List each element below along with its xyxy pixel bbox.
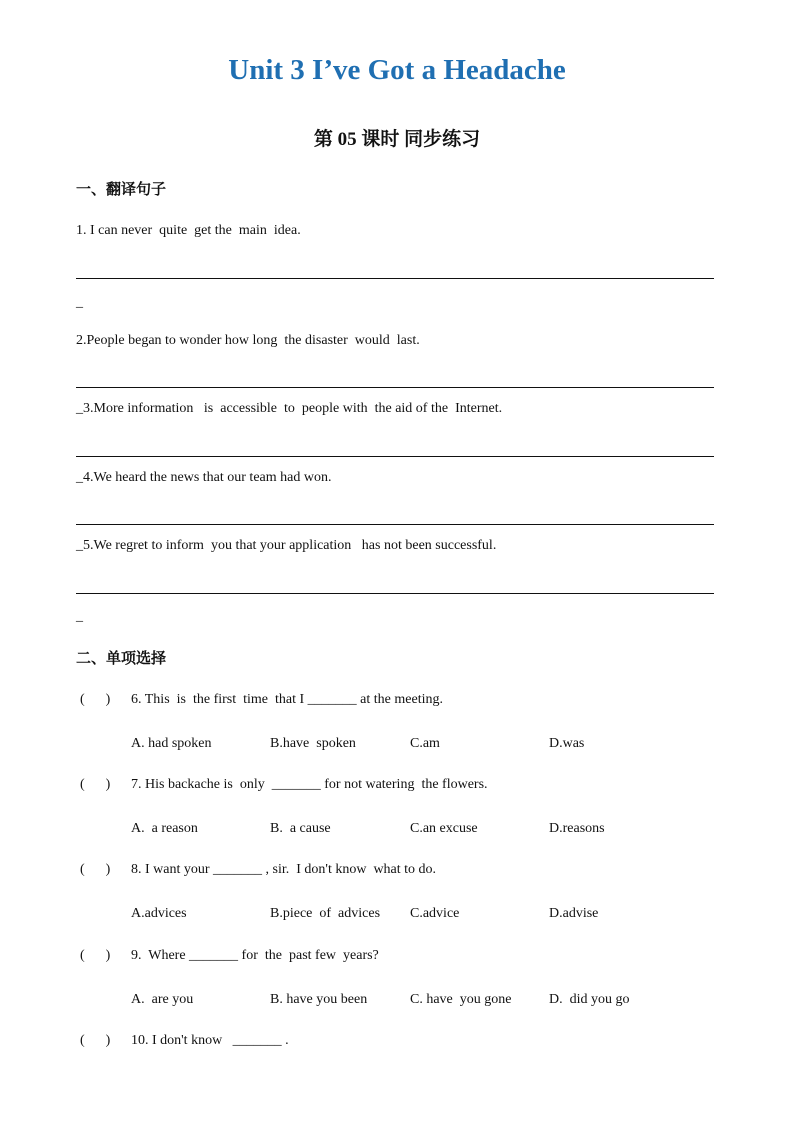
line-stub: _: [76, 295, 83, 310]
lesson-subtitle: 第 05 课时 同步练习: [313, 129, 481, 150]
answer-bracket[interactable]: ( ): [80, 777, 111, 792]
question-stem: 10. I don't know _______ .: [131, 1033, 289, 1048]
option-b[interactable]: B.piece of advices: [270, 906, 381, 921]
option-c[interactable]: C. have you gone: [410, 992, 512, 1007]
option-a[interactable]: A.advices: [131, 906, 187, 921]
option-d[interactable]: D.reasons: [549, 821, 605, 836]
section-heading-translate: 一、翻译句子: [76, 182, 167, 198]
answer-line-2[interactable]: [76, 387, 714, 388]
option-c[interactable]: C.an excuse: [410, 821, 478, 836]
option-a[interactable]: A. are you: [131, 992, 194, 1007]
answer-bracket[interactable]: ( ): [80, 862, 111, 877]
question-stem: 7. His backache is only _______ for not watering the flowers.: [131, 777, 488, 792]
option-a[interactable]: A. a reason: [131, 821, 198, 836]
translate-item-2: 2.People began to wonder how long the disaster would last.: [76, 333, 420, 348]
question-stem: 9. Where _______ for the past few years?: [131, 948, 379, 963]
section-heading-choice: 二、单项选择: [76, 651, 167, 667]
option-d[interactable]: D.advise: [549, 906, 599, 921]
answer-bracket[interactable]: ( ): [80, 948, 111, 963]
option-b[interactable]: B. have you been: [270, 992, 368, 1007]
answer-line-5[interactable]: [76, 593, 714, 594]
translate-item-5: _5.We regret to inform you that your application has not been successful.: [76, 538, 497, 553]
option-b[interactable]: B.have spoken: [270, 736, 356, 751]
answer-line-1[interactable]: [76, 278, 714, 279]
option-b[interactable]: B. a cause: [270, 821, 331, 836]
option-a[interactable]: A. had spoken: [131, 736, 212, 751]
answer-bracket[interactable]: ( ): [80, 1033, 111, 1048]
translate-item-4: _4.We heard the news that our team had won.: [76, 470, 332, 485]
translate-item-1: 1. I can never quite get the main idea.: [76, 223, 301, 238]
option-c[interactable]: C.advice: [410, 906, 460, 921]
question-stem: 8. I want your _______ , sir. I don't know what to do.: [131, 862, 437, 877]
answer-line-3[interactable]: [76, 456, 714, 457]
question-stem: 6. This is the first time that I _______ at the meeting.: [131, 692, 443, 707]
option-c[interactable]: C.am: [410, 736, 440, 751]
answer-bracket[interactable]: ( ): [80, 692, 111, 707]
answer-line-4[interactable]: [76, 524, 714, 525]
option-d[interactable]: D.was: [549, 736, 585, 751]
line-stub: _: [76, 609, 83, 624]
translate-item-3: _3.More information is accessible to people with the aid of the Internet.: [76, 401, 503, 416]
option-d[interactable]: D. did you go: [549, 992, 630, 1007]
page-title: Unit 3 I’ve Got a Headache: [228, 54, 566, 86]
